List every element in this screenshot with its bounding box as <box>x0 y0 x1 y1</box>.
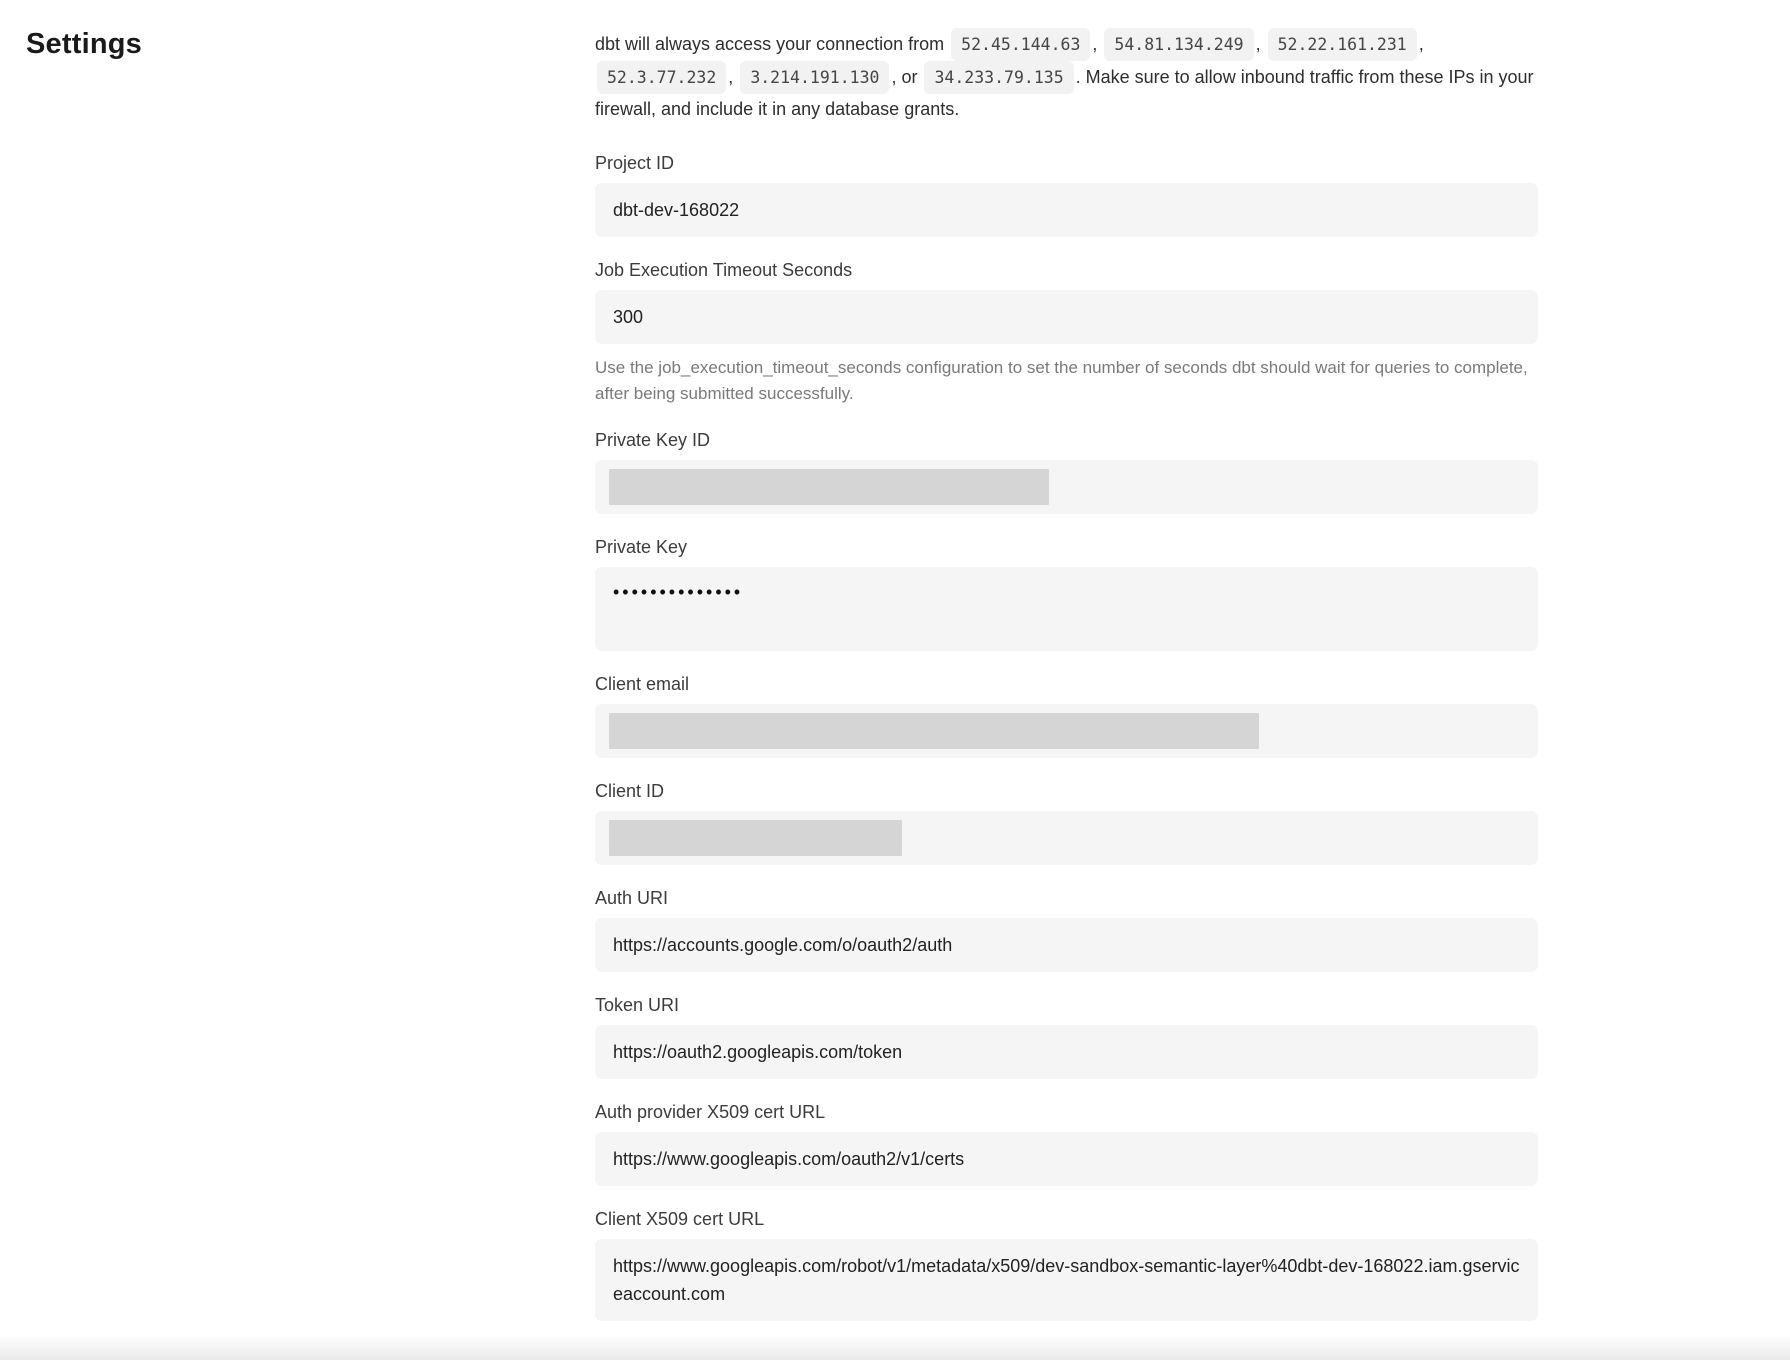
private-key-label: Private Key <box>595 537 688 557</box>
ip-address-pill: 34.233.79.135 <box>924 61 1073 94</box>
client-id-field <box>595 779 1538 865</box>
separator: , <box>1418 34 1424 54</box>
private-key-id-label: Private Key ID <box>595 430 711 450</box>
token-uri-input[interactable] <box>595 1025 1538 1079</box>
private-key-id-input[interactable] <box>595 460 1538 514</box>
ip-address-pill: 54.81.134.249 <box>1104 28 1253 61</box>
ip-address-pill: 52.22.161.231 <box>1268 28 1417 61</box>
client-cert-input[interactable] <box>595 1239 1538 1321</box>
separator: , <box>1092 34 1098 54</box>
redacted-value-bar <box>609 820 902 856</box>
client-cert-field <box>595 1207 1538 1321</box>
auth-uri-value: https://accounts.google.com/o/oauth2/auth <box>613 934 953 955</box>
auth-provider-cert-field <box>595 1100 1538 1186</box>
private-key-input[interactable] <box>595 567 1538 651</box>
client-email-label: Client email <box>595 674 690 694</box>
auth-provider-cert-input[interactable] <box>595 1132 1538 1186</box>
ip-address-pill: 52.3.77.232 <box>597 61 726 94</box>
auth-provider-cert-label: Auth provider X509 cert URL <box>595 1102 826 1122</box>
page-title: Settings <box>26 28 142 60</box>
separator: , <box>1255 34 1261 54</box>
client-email-field <box>595 672 1538 758</box>
private-key-id-field <box>595 428 1538 514</box>
project-id-field <box>595 151 1538 237</box>
client-id-input[interactable] <box>595 811 1538 865</box>
job-timeout-input[interactable] <box>595 290 1538 344</box>
auth-uri-label: Auth URI <box>595 888 669 908</box>
ip-allowlist-notice <box>595 28 1538 125</box>
separator: , <box>728 67 734 87</box>
job-timeout-label: Job Execution Timeout Seconds <box>595 260 853 280</box>
private-key-field <box>595 535 1538 651</box>
project-id-value: dbt-dev-168022 <box>613 199 740 220</box>
separator: , or <box>891 67 918 87</box>
auth-provider-cert-value: https://www.googleapis.com/oauth2/v1/certs <box>613 1148 965 1169</box>
redacted-value-bar <box>609 713 1259 749</box>
project-id-label: Project ID <box>595 153 675 173</box>
notice-prefix: dbt will always access your connection from <box>595 34 945 54</box>
ip-address-pill: 3.214.191.130 <box>740 61 889 94</box>
token-uri-label: Token URI <box>595 995 680 1015</box>
auth-uri-field <box>595 886 1538 972</box>
job-timeout-helper: Use the job_execution_timeout_seconds configuration to set the number of seconds dbt should wait for queries to complete, after being submitted successfully. <box>595 358 1528 403</box>
job-timeout-value: 300 <box>613 306 644 327</box>
notice-suffix: . Make sure to allow inbound traffic from these IPs in your firewall, and include it in any database grants. <box>595 67 1534 119</box>
client-id-label: Client ID <box>595 781 665 801</box>
client-email-input[interactable] <box>595 704 1538 758</box>
settings-form <box>595 28 1538 1342</box>
project-id-input[interactable] <box>595 183 1538 237</box>
client-cert-value: https://www.googleapis.com/robot/v1/metadata/x509/dev-sandbox-semantic-layer%40dbt-dev-168022.iam.gserviceaccount.com <box>613 1256 1520 1304</box>
token-uri-field <box>595 993 1538 1079</box>
auth-uri-input[interactable] <box>595 918 1538 972</box>
client-cert-label: Client X509 cert URL <box>595 1209 765 1229</box>
job-timeout-field <box>595 258 1538 407</box>
token-uri-value: https://oauth2.googleapis.com/token <box>613 1041 903 1062</box>
private-key-masked-value: •••••••••••••• <box>613 582 744 602</box>
redacted-value-bar <box>609 469 1049 505</box>
ip-address-pill: 52.45.144.63 <box>951 28 1090 61</box>
